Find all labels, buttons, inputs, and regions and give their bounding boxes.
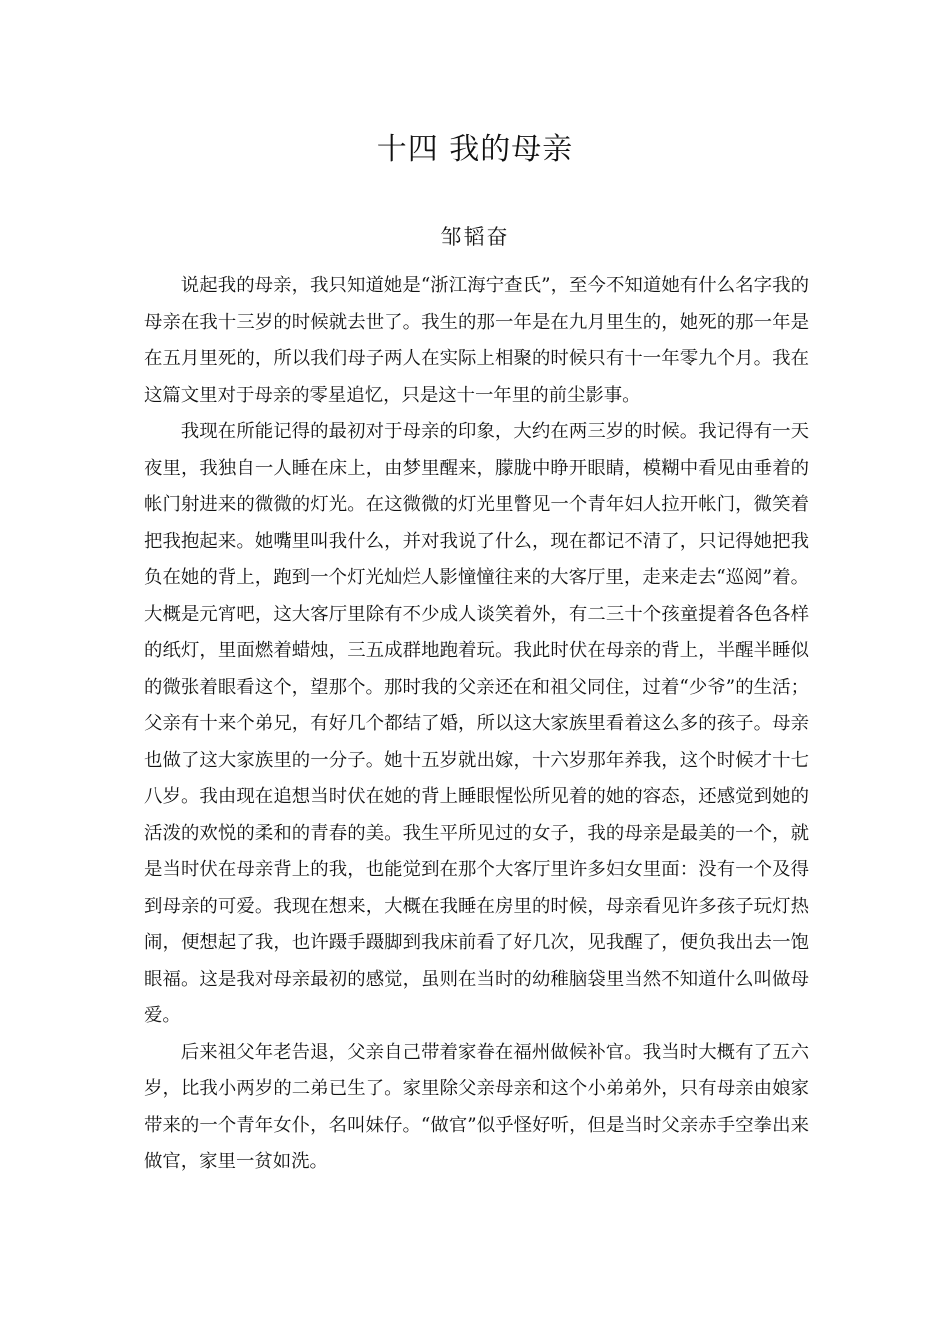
paragraph-2: 我现在所能记得的最初对于母亲的印象，大约在两三岁的时候。我记得有一天夜里，我独自一人睡在床上，由梦里醒来，朦胧中睁开眼睛，模糊中看见由垂着的帐门射进来的微微的灯光。在这微微的灯光里瞥见一个青年妇人拉开帐门，微笑着把我抱起来。她嘴里叫我什么，并对我说了什么，现在都记不清了，只记得她把我负在她的背上，跑到一个灯光灿烂人影憧憧往来的大客厅里，走来走去“巡阅”着。大概是元宵吧，这大客厅里除有不少成人谈笑着外，有二三十个孩童提着各色各样的纸灯，里面燃着蜡烛，三五成群地跑着玩。我此时伏在母亲的背上，半醒半睡似的微张着眼看这个，望那个。那时我的父亲还在和祖父同住，过着“少爷”的生活；父亲有十来个弟兄，有好几个都结了婚，所以这大家族里看着这么多的孩子。母亲也做了这大家族里的一分子。她十五岁就出嫁，十六岁那年养我，这个时候才十七八岁。我由现在追想当时伏在她的背上睡眼惺忪所见着的她的容态，还感觉到她的活泼的欢悦的柔和的青春的美。我生平所见过的女子，我的母亲是最美的一个，就是当时伏在母亲背上的我，也能觉到在那个大客厅里许多妇女里面：没有一个及得到母亲的可爱。我现在想来，大概在我睡在房里的时候，母亲看见许多孩子玩灯热闹，便想起了我，也许蹑手蹑脚到我床前看了好几次，见我醒了，便负我出去一饱眼福。这是我对母亲最初的感觉，虽则在当时的幼稚脑袋里当然不知道什么叫做母爱。 [144,421,809,1026]
paragraph-3: 后来祖父年老告退，父亲自己带着家眷在福州做候补官。我当时大概有了五六岁，比我小两岁的二弟已生了。家里除父亲母亲和这个小弟弟外，只有母亲由娘家带来的一个青年女仆，名叫妹仔。“做官”似乎怪好听，但是当时父亲赤手空拳出来做官，家里一贫如洗。 [144,1041,809,1172]
essay-body [144,268,809,1181]
paragraph-1: 说起我的母亲，我只知道她是“浙江海宁查氏”，至今不知道她有什么名字我的母亲在我十三岁的时候就去世了。我生的那一年是在九月里生的，她死的那一年是在五月里死的，所以我们母子两人在实际上相聚的时候只有十一年零九个月。我在这篇文里对于母亲的零星追忆，只是这十一年里的前尘影事。 [144,275,809,406]
author-name: 邹韬奋 [440,225,510,249]
chapter-title: 十四 我的母亲 [376,132,574,167]
